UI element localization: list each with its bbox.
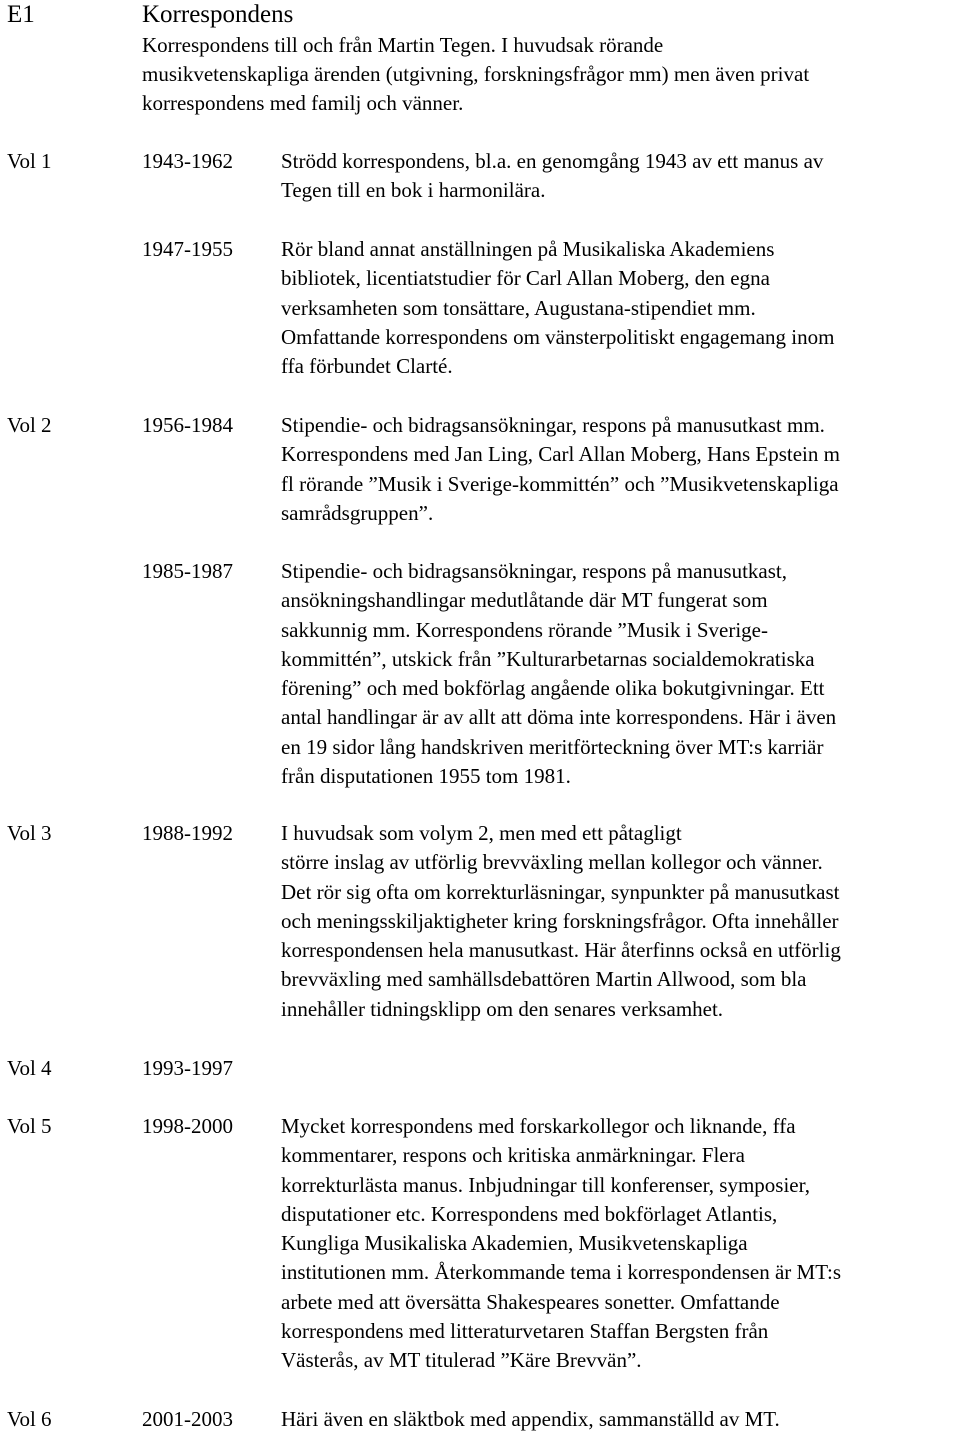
entry-line: samrådsgruppen”.	[281, 500, 434, 525]
entry-line: korrespondensen hela manusutkast. Här återfinns också en utförlig	[281, 938, 841, 963]
year-range: 1998-2000	[142, 1114, 233, 1138]
entry-line: korrespondens med litteraturvetaren Staffan Bergsten från	[281, 1319, 769, 1344]
entry-line: Strödd korrespondens, bl.a. en genomgång 1943 av ett manus av	[281, 149, 824, 173]
entry-line: Omfattande korrespondens om vänsterpolitiskt engagemang inom	[281, 324, 835, 349]
entry-text	[281, 819, 959, 1024]
entry-line: Rör bland annat anställningen på Musikaliska Akademiens	[281, 237, 775, 261]
entry-line: innehåller tidningsklipp om den senares verksamhet.	[281, 996, 724, 1021]
entry-line: kommittén”, utskick från ”Kulturarbetarnas socialdemokratiska	[281, 646, 815, 671]
entry-line: bibliotek, licentiatstudier för Carl Allan Moberg, den egna	[281, 266, 770, 291]
entry-line: Stipendie- och bidragsansökningar, respons på manusutkast mm.	[281, 413, 825, 437]
volume-label: Vol 1	[7, 149, 52, 173]
entry-line: Tegen till en bok i harmonilära.	[281, 178, 546, 203]
entry-line: fl rörande ”Musik i Sverige-kommittén” och ”Musikvetenskapliga	[281, 471, 839, 496]
volume-label: Vol 6	[7, 1407, 52, 1431]
entry-line: ffa förbundet Clarté.	[281, 354, 453, 379]
entry-text	[281, 1112, 959, 1376]
entry-line: disputationer etc. Korrespondens med bokförlaget Atlantis,	[281, 1201, 778, 1226]
entry-line: större inslag av utförlig brevväxling mellan kollegor och vänner.	[281, 850, 823, 875]
section-description	[142, 31, 952, 118]
entry-line: kommentarer, respons och kritiska anmärkningar. Flera	[281, 1143, 745, 1168]
description-line: Korrespondens till och från Martin Tegen. I huvudsak rörande	[142, 33, 664, 57]
year-range: 1993-1997	[142, 1056, 233, 1080]
entry-line: ansökningshandlingar medutlåtande där MT fungerat som	[281, 588, 768, 613]
year-range: 1947-1955	[142, 237, 233, 261]
entry-line: Det rör sig ofta om korrekturläsningar, synpunkter på manusutkast	[281, 879, 840, 904]
archive-code: E1	[7, 1, 35, 28]
entry-line: och meningsskiljaktigheter kring forskningsfrågor. Ofta innehåller	[281, 908, 839, 933]
entry-line: antal handlingar är av allt att döma inte korrespondens. Här i även	[281, 705, 837, 730]
year-range: 2001-2003	[142, 1407, 233, 1431]
entry-line: brevväxling med samhällsdebattören Martin Allwood, som bla	[281, 967, 807, 992]
entry-text	[281, 235, 959, 381]
year-range: 1985-1987	[142, 559, 233, 583]
entry-line: Korrespondens med Jan Ling, Carl Allan Moberg, Hans Epstein m	[281, 442, 840, 467]
entry-line: från disputationen 1955 tom 1981.	[281, 764, 571, 789]
entry-line: korrekturlästa manus. Inbjudningar till konferenser, symposier,	[281, 1172, 811, 1197]
year-range: 1943-1962	[142, 149, 233, 173]
entry-line: I huvudsak som volym 2, men med ett påtagligt	[281, 821, 682, 845]
description-line: musikvetenskapliga ärenden (utgivning, forskningsfrågor mm) men även privat	[142, 62, 810, 86]
entry-line: Västerås, av MT titulerad ”Käre Brevvän”.	[281, 1348, 642, 1373]
section-title: Korrespondens	[142, 1, 294, 28]
entry-text	[281, 557, 959, 791]
year-range: 1988-1992	[142, 821, 233, 845]
volume-label: Vol 5	[7, 1114, 52, 1138]
entry-line: en 19 sidor lång handskriven meritförteckning över MT:s karriär	[281, 734, 824, 759]
entry-line: arbete med att översätta Shakespeares sonetter. Omfattande	[281, 1289, 780, 1314]
entry-text	[281, 147, 959, 206]
volume-label: Vol 2	[7, 413, 52, 437]
entry-line: sakkunnig mm. Korrespondens rörande ”Musik i Sverige-	[281, 617, 768, 642]
entry-line: Mycket korrespondens med forskarkollegor och liknande, ffa	[281, 1114, 796, 1138]
entry-text	[281, 1405, 959, 1434]
entry-text	[281, 411, 959, 528]
volume-label: Vol 4	[7, 1056, 52, 1080]
entry-line: institutionen mm. Återkommande tema i korrespondensen är MT:s	[281, 1260, 842, 1285]
year-range: 1956-1984	[142, 413, 233, 437]
volume-label: Vol 3	[7, 821, 52, 845]
entry-line: verksamheten som tonsättare, Augustana-stipendiet mm.	[281, 295, 756, 320]
description-line: korrespondens med familj och vänner.	[142, 91, 464, 115]
entry-line: förening” och med bokförlag angående olika bokutgivningar. Ett	[281, 676, 825, 701]
entry-line: Kungliga Musikaliska Akademien, Musikvetenskapliga	[281, 1231, 748, 1256]
entry-line: Stipendie- och bidragsansökningar, respons på manusutkast,	[281, 559, 787, 583]
entry-line: Häri även en släktbok med appendix, sammanställd av MT.	[281, 1407, 780, 1431]
